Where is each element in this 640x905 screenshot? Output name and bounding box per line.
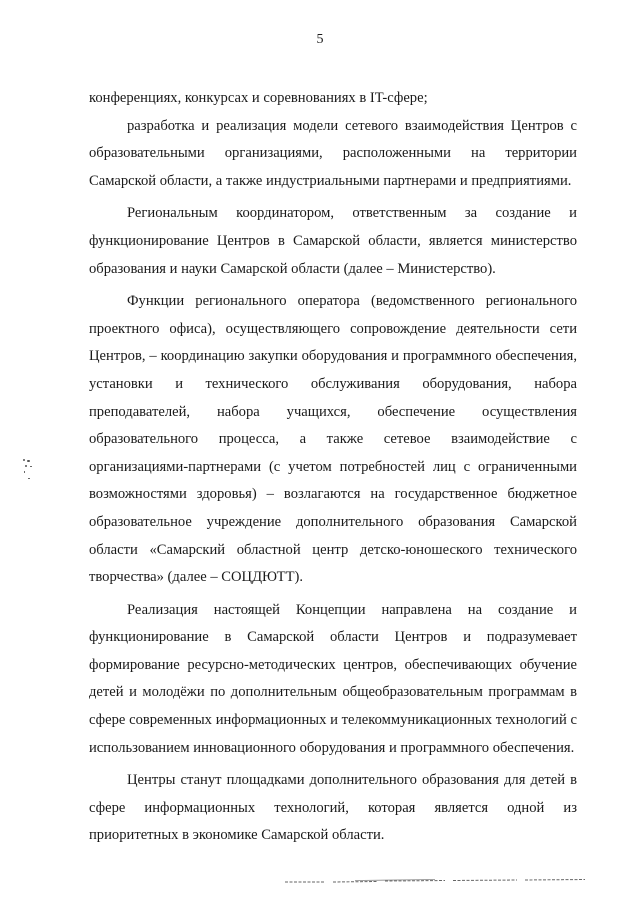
paragraph-it-events: конференциях, конкурсах и соревнованиях в IT-сфере; — [89, 90, 428, 106]
scan-artifact-marks — [19, 457, 35, 487]
paragraph-concept-implementation: Реализация настоящей Концепции направлена на создание и функционирование в Самарской области Центров и подразумевает формирование ресурсно-методических центров, обеспечивающих обучение детей и молодёжи по дополнительным общеобразовательным программам в сфере современных информационных и телекоммуникационных технологий с использованием инновационного оборудования и программного обеспечения. — [89, 601, 577, 756]
page-number: 5 — [316, 32, 324, 47]
paragraph-network-model: разработка и реализация модели сетевого взаимодействия Центров с образовательными организациями, расположенными на территории Самарской области, а также индустриальными партнерами и предприятиями. — [89, 117, 577, 189]
scan-bottom-line — [285, 877, 585, 885]
paragraph-regional-coordinator: Региональным координатором, ответственным за создание и функционирование Центров в Самарской области, является министерство образования и науки Самарской области (далее – Министерство). — [89, 205, 577, 277]
paragraph-regional-operator: Функции регионального оператора (ведомственного регионального проектного офиса), осуществляющего сопровождение деятельности сети Центров, – координацию закупки оборудования и программного обеспечения, установки и технического обслуживания оборудования, набора преподавателей, набора учащихся, обеспечение осуществления образовательного процесса, а также сетевое взаимодействие с организациями-партнерами (с учетом потребностей лиц с ограниченными возможностями здоровья) – возлагаются на государственное бюджетное образовательное учреждение дополнительного образования Самарской области «Самарский областной центр детско-юношеского технического творчества» (далее – СОЦДЮТТ). — [89, 293, 577, 586]
paragraph-centers-role: Центры станут площадками дополнительного образования для детей в сфере информационных технологий, которая является одной из приоритетных в экономике Самарской области. — [89, 772, 577, 844]
body-text — [89, 85, 577, 850]
